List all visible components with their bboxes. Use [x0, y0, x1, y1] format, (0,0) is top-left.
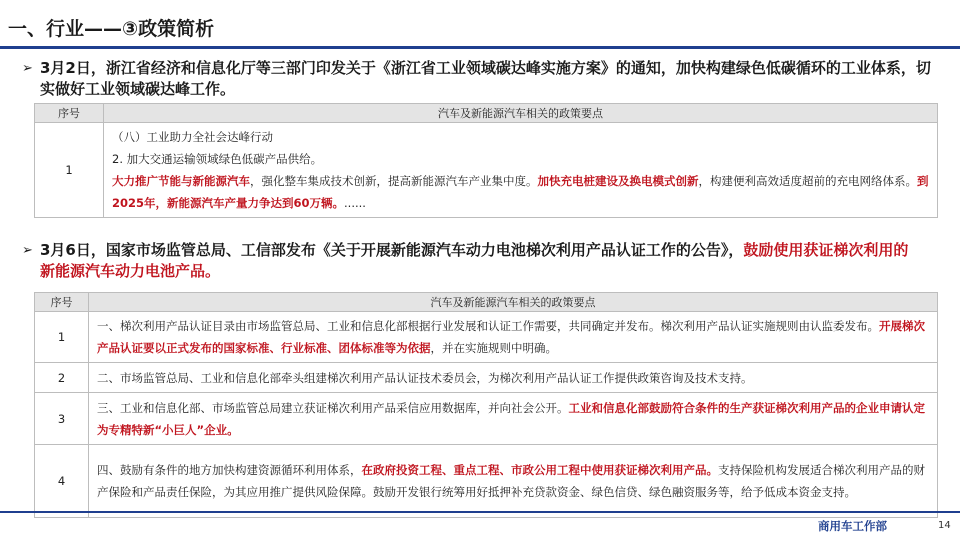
table-header-row — [35, 104, 938, 123]
highlight-text: 鼓励使用获证梯次利用的新能源汽车动力电池产品。 — [40, 241, 909, 280]
policy-table-1 — [34, 103, 938, 218]
plain-text: ...... — [344, 196, 366, 210]
content-line: （八）工业助力全社会达峰行动 — [112, 130, 273, 144]
content-paragraph — [112, 170, 929, 214]
column-header-no: 序号 — [35, 293, 89, 312]
column-header-content: 汽车及新能源汽车相关的政策要点 — [104, 104, 938, 123]
plain-text: 3月6日，国家市场监管总局、工信部发布《关于开展新能源汽车动力电池梯次利用产品认证工作的公告》， — [40, 241, 744, 259]
plain-text: ，构建便利高效适度超前的充电网络体系。 — [698, 174, 917, 188]
bullet-text-1: 3月2日，浙江省经济和信息化厅等三部门印发关于《浙江省工业领域碳达峰实施方案》的通知，加快构建绿色低碳循环的工业体系，切实做好工业领域碳达峰工作。 — [40, 59, 931, 98]
policy-table-2 — [34, 292, 938, 518]
highlight-text: 加快充电桩建设及换电模式创新 — [537, 174, 699, 188]
plain-text: 二、市场监管总局、工业和信息化部牵头组建梯次利用产品认证技术委员会，为梯次利用产品认证工作提供政策咨询及技术支持。 — [97, 370, 753, 385]
page-title: 一、行业——③政策简析 — [8, 18, 215, 40]
highlight-text: 工业和信息化部鼓励符合条件的生产获证梯次利用产品的企业申请认定为专精特新“小巨人”企业。 — [97, 400, 925, 437]
plain-text: 四、鼓励有条件的地方加快构建资源循环利用体系， — [97, 463, 362, 477]
arrow-bullet-icon: ➢ — [22, 61, 33, 76]
row-content — [89, 393, 938, 445]
column-header-content: 汽车及新能源汽车相关的政策要点 — [89, 293, 938, 312]
highlight-text: 在政府投资工程、重点工程、市政公用工程中使用获证梯次利用产品。 — [361, 463, 718, 477]
row-number: 1 — [35, 123, 104, 218]
row-content — [104, 123, 938, 218]
bullet-item-2 — [22, 240, 922, 282]
row-content — [89, 363, 938, 393]
table-row — [35, 363, 938, 393]
arrow-bullet-icon: ➢ — [22, 243, 33, 258]
content-line: 2. 加大交通运输领域绿色低碳产品供给。 — [112, 152, 323, 166]
page-number: 14 — [938, 520, 951, 531]
plain-text: 支持保险机构发展适合梯次利用产品的财产保险和产品责任保险，为其应用推广提供风险保障。鼓励开发银行统筹用好抵押补充贷款资金、绿色信贷、绿色融资服务等，给予低成本资金支持。 — [97, 463, 925, 499]
highlight-text: 开展梯次产品认证要以正式发布的国家标准、行业标准、团体标准等为依据 — [97, 319, 925, 355]
row-number: 4 — [35, 445, 89, 518]
plain-text: 三、工业和信息化部、市场监管总局建立获证梯次利用产品采信应用数据库，并向社会公开。 — [97, 400, 569, 415]
bullet-item-1 — [22, 58, 942, 100]
table-row — [35, 393, 938, 445]
row-content — [89, 445, 938, 518]
column-header-no: 序号 — [35, 104, 104, 123]
footer-brand: 商用车工作部 — [818, 519, 887, 533]
plain-text: ，并在实施规则中明确。 — [430, 341, 557, 355]
table-row — [35, 445, 938, 518]
row-number: 1 — [35, 312, 89, 363]
table-header-row — [35, 293, 938, 312]
highlight-text: 大力推广节能与新能源汽车 — [112, 174, 250, 188]
plain-text: 一、梯次利用产品认证目录由市场监管总局、工业和信息化部根据行业发展和认证工作需要，共同确定并发布。梯次利用产品认证实施规则由认监委发布。 — [97, 319, 879, 333]
footer-divider — [0, 511, 960, 513]
table-row — [35, 312, 938, 363]
row-number: 3 — [35, 393, 89, 445]
title-divider — [0, 46, 960, 49]
bullet-text-2 — [40, 240, 922, 282]
row-content — [89, 312, 938, 363]
row-number: 2 — [35, 363, 89, 393]
plain-text: ，强化整车集成技术创新，提高新能源汽车产业集中度。 — [250, 174, 538, 188]
table-row — [35, 123, 938, 218]
highlight-text: 到2025年，新能源汽车产量力争达到60万辆。 — [112, 174, 929, 210]
